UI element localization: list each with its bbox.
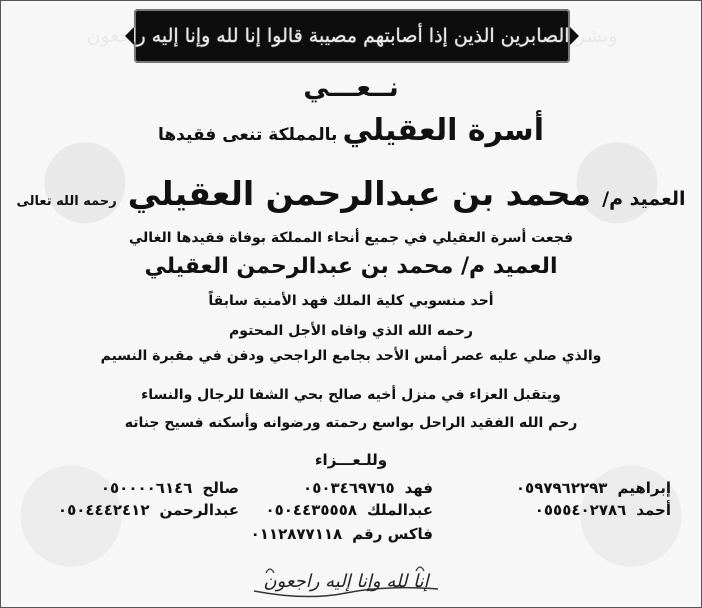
contact-item: عبدالرحمن٠٥٠٤٤٤٢٤١٢ [57,501,239,519]
body-line-4: ويتقبل العزاء في منزل أخيه صالح بحي الشفا للرجال والنساء [141,387,561,403]
verse-banner [86,9,618,63]
notice-heading: نــعـــي [303,73,399,103]
contact-item: إبراهيم٠٥٩٧٩٦٢٢٩٣ [515,479,671,497]
condolence-heading: وللـعـــزاء [314,451,388,469]
contact-item: فاكس رقم٠١١٢٨٧٧١١٨ [250,525,433,543]
deceased-prayer: رحمه الله تعالى [16,194,117,209]
contact-item: فهد٠٥٠٣٤٦٩٧٦٥ [303,479,433,497]
footer-calligraphy-text: إنا لله وإنا إليه راجعون [263,570,429,592]
body-line-2: رحمه الله الذي وافاه الأجل المحتوم [229,323,473,339]
contact-item: أحمد٠٥٥٥٤٠٢٧٨٦ [534,501,671,519]
contact-item: صالح٠٥٠٠٠٠٦١٤٦ [100,479,239,497]
body-line-5: رحم الله الفقيد الراحل بواسع رحمته ورضوانه وأسكنه فسيح جناته [124,415,578,431]
deceased-line [1,174,701,213]
footer-calligraphy [246,561,446,601]
intro-text: فجعت أسرة العقيلي في جميع أنحاء المملكة بوفاة فقيدها الغالي [128,230,574,246]
family-name: أسرة العقيلي [342,113,544,148]
contact-item: عبدالملك٠٥٠٤٤٣٥٥٥٨ [265,501,433,519]
body-line-1: أحد منسوبي كلية الملك فهد الأمنية سابقاً [208,293,494,309]
family-line [1,113,701,148]
family-announce: بالمملكة تنعى فقيدها [158,125,338,145]
deceased-name: محمد بن عبدالرحمن العقيلي [127,174,592,213]
deceased-name-repeat: العميد م/ محمد بن عبدالرحمن العقيلي [144,254,558,279]
body-line-3: والذي صلي عليه عصر أمس الأحد بجامع الراجحي ودفن في مقبرة النسيم [100,348,602,364]
deceased-rank: العميد م/ [602,188,686,210]
banner-verse: وبشر الصابرين الذين إذا أصابتهم مصيبة قالوا إنا لله وإنا إليه راجعون [86,25,618,47]
